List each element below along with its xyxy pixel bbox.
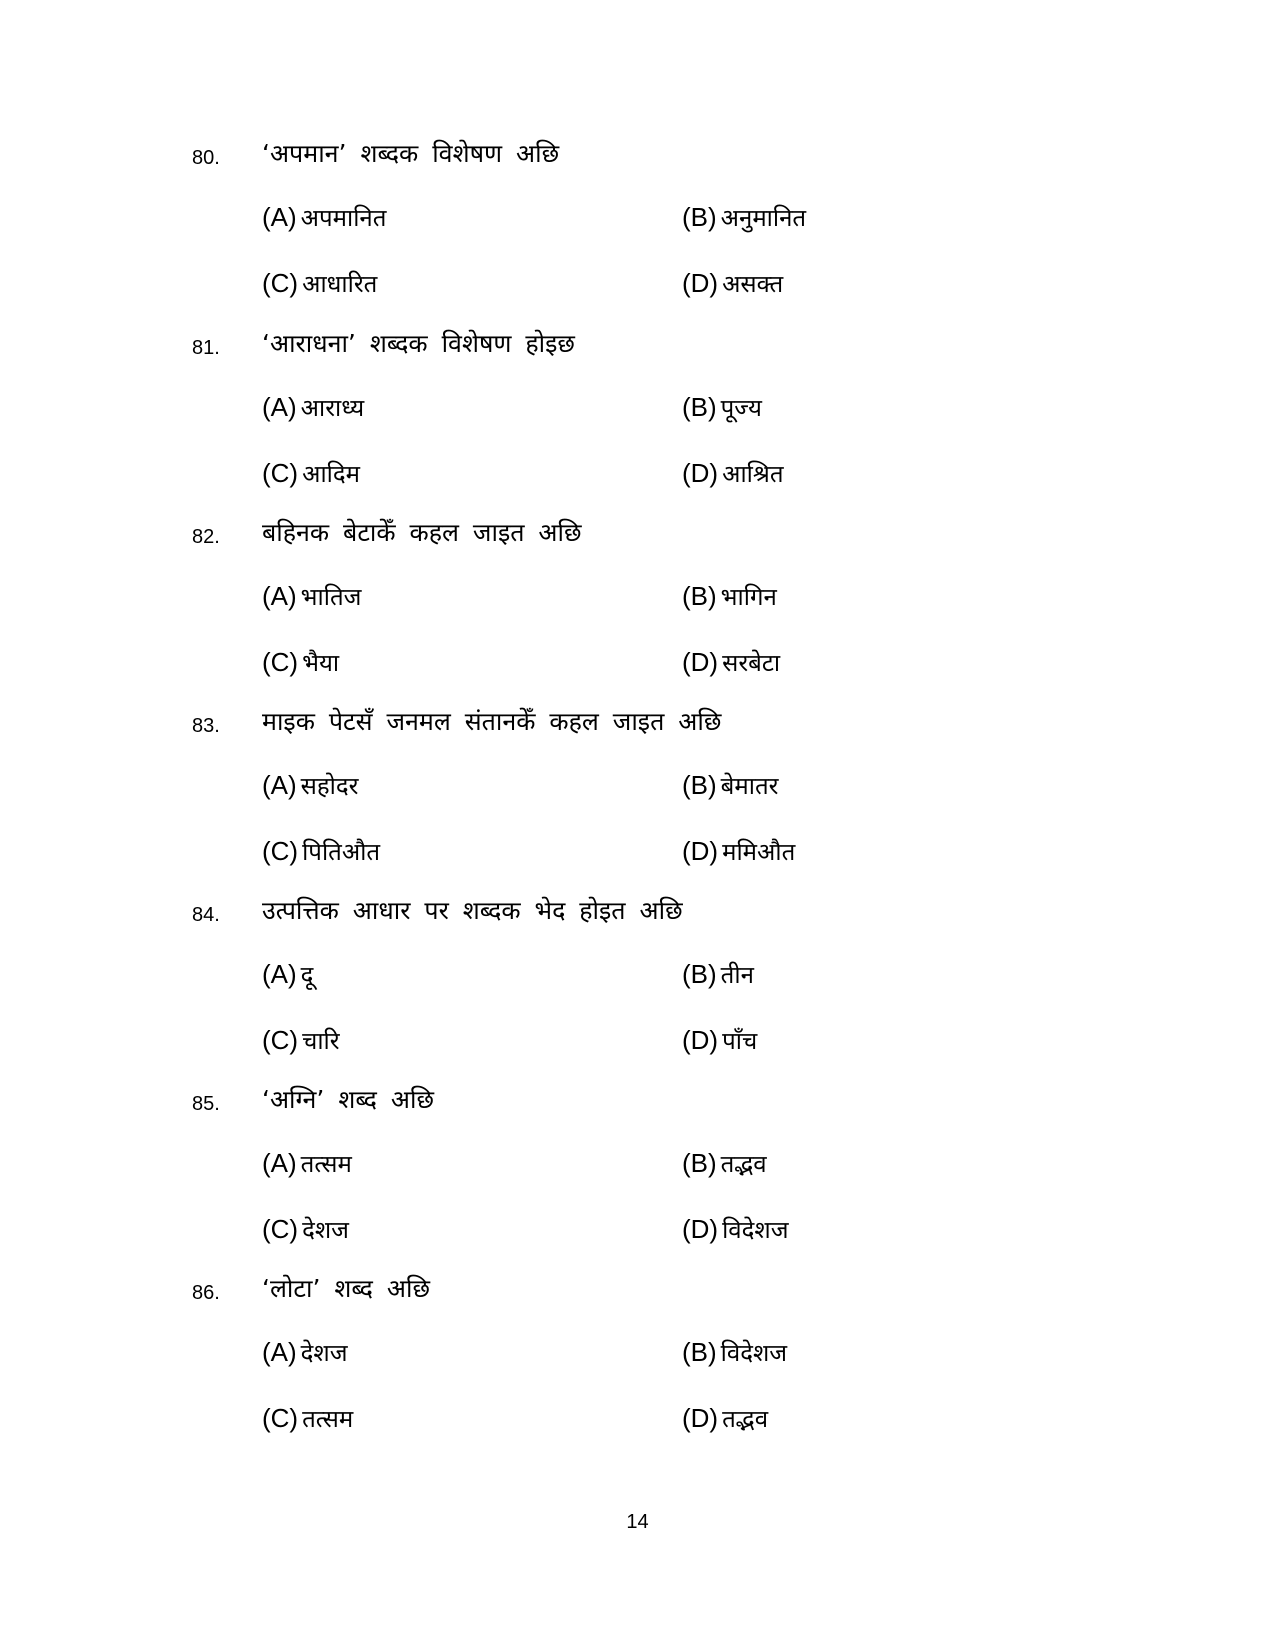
question-line bbox=[0, 1082, 1275, 1122]
option-text: आधारित bbox=[302, 270, 378, 298]
option-text: चारि bbox=[302, 1027, 340, 1055]
option-text: तद्भव bbox=[720, 1150, 767, 1178]
option-a bbox=[262, 198, 386, 238]
option-text: बेमातर bbox=[720, 772, 779, 800]
option-letter: (A) bbox=[262, 1148, 297, 1178]
question-line bbox=[0, 704, 1275, 744]
option-d bbox=[682, 1021, 757, 1061]
option-text: असक्त bbox=[722, 270, 784, 298]
option-letter: (D) bbox=[682, 1025, 719, 1055]
question-85 bbox=[0, 1082, 1275, 1272]
option-a bbox=[262, 388, 364, 428]
option-letter: (A) bbox=[262, 959, 297, 989]
option-d bbox=[682, 832, 795, 872]
option-b bbox=[682, 1333, 787, 1373]
option-d bbox=[682, 264, 783, 304]
option-text: भातिज bbox=[300, 583, 362, 611]
question-number: 84. bbox=[192, 904, 220, 926]
question-line bbox=[0, 326, 1275, 366]
option-b bbox=[682, 1144, 767, 1184]
option-text: आश्रित bbox=[722, 460, 784, 488]
option-text: अपमानित bbox=[300, 204, 387, 232]
question-text: उत्पत्तिक आधार पर शब्दक भेद होइत अछि bbox=[262, 896, 683, 925]
option-letter: (A) bbox=[262, 770, 297, 800]
option-text: दू bbox=[300, 961, 314, 989]
option-text: आदिम bbox=[302, 460, 360, 488]
option-text: आराध्य bbox=[300, 394, 365, 422]
question-number: 83. bbox=[192, 715, 220, 737]
option-letter: (C) bbox=[262, 268, 299, 298]
option-letter: (C) bbox=[262, 836, 299, 866]
option-text: पितिऔत bbox=[302, 838, 381, 866]
option-letter: (B) bbox=[682, 581, 717, 611]
question-line bbox=[0, 1271, 1275, 1311]
question-text: ‘लोटा’ शब्द अछि bbox=[262, 1274, 430, 1303]
option-text: विदेशज bbox=[722, 1216, 789, 1244]
question-text: बहिनक बेटाकेँ कहल जाइत अछि bbox=[262, 518, 582, 547]
option-letter: (D) bbox=[682, 1403, 719, 1433]
option-letter: (C) bbox=[262, 458, 299, 488]
question-text: ‘आराधना’ शब्दक विशेषण होइछ bbox=[262, 329, 575, 358]
option-letter: (A) bbox=[262, 581, 297, 611]
option-b bbox=[682, 766, 778, 806]
question-number: 86. bbox=[192, 1282, 220, 1304]
option-d bbox=[682, 454, 784, 494]
option-b bbox=[682, 955, 754, 995]
option-letter: (A) bbox=[262, 392, 297, 422]
option-letter: (C) bbox=[262, 1214, 299, 1244]
option-text: पाँच bbox=[722, 1027, 758, 1055]
option-letter: (B) bbox=[682, 959, 717, 989]
question-text: माइक पेटसँ जनमल संतानकेँ कहल जाइत अछि bbox=[262, 707, 722, 736]
question-line bbox=[0, 893, 1275, 933]
option-letter: (B) bbox=[682, 392, 717, 422]
option-text: तत्सम bbox=[302, 1405, 354, 1433]
option-text: तत्सम bbox=[300, 1150, 352, 1178]
option-text: भागिन bbox=[720, 583, 777, 611]
option-d bbox=[682, 1210, 789, 1250]
question-81 bbox=[0, 326, 1275, 516]
question-83 bbox=[0, 704, 1275, 894]
question-86 bbox=[0, 1271, 1275, 1461]
option-text: देशज bbox=[300, 1339, 348, 1367]
option-d bbox=[682, 1399, 768, 1439]
option-a bbox=[262, 1333, 348, 1373]
question-80 bbox=[0, 136, 1275, 326]
option-c bbox=[262, 832, 380, 872]
option-text: विदेशज bbox=[720, 1339, 788, 1367]
option-c bbox=[262, 264, 377, 304]
option-b bbox=[682, 198, 806, 238]
option-letter: (C) bbox=[262, 1025, 299, 1055]
question-number: 82. bbox=[192, 526, 220, 548]
question-84 bbox=[0, 893, 1275, 1083]
option-letter: (B) bbox=[682, 770, 717, 800]
option-text: सरबेटा bbox=[722, 649, 781, 677]
option-letter: (B) bbox=[682, 1148, 717, 1178]
option-letter: (D) bbox=[682, 1214, 719, 1244]
option-a bbox=[262, 955, 313, 995]
option-a bbox=[262, 577, 361, 617]
option-text: तीन bbox=[720, 961, 754, 989]
option-d bbox=[682, 643, 780, 683]
option-b bbox=[682, 388, 762, 428]
option-c bbox=[262, 1399, 353, 1439]
question-text: ‘अग्नि’ शब्द अछि bbox=[262, 1085, 434, 1114]
option-letter: (D) bbox=[682, 836, 719, 866]
option-text: सहोदर bbox=[300, 772, 359, 800]
option-letter: (B) bbox=[682, 202, 717, 232]
option-text: तद्भव bbox=[722, 1405, 769, 1433]
option-letter: (D) bbox=[682, 268, 719, 298]
question-82 bbox=[0, 515, 1275, 705]
option-text: देशज bbox=[302, 1216, 349, 1244]
option-letter: (A) bbox=[262, 202, 297, 232]
option-text: पूज्य bbox=[720, 394, 762, 422]
question-number: 85. bbox=[192, 1093, 220, 1115]
option-letter: (A) bbox=[262, 1337, 297, 1367]
question-line bbox=[0, 136, 1275, 176]
question-number: 81. bbox=[192, 337, 220, 359]
question-line bbox=[0, 515, 1275, 555]
option-letter: (C) bbox=[262, 647, 299, 677]
option-letter: (D) bbox=[682, 647, 719, 677]
option-text: भैया bbox=[302, 649, 340, 677]
page-number: 14 bbox=[626, 1511, 649, 1533]
question-text: ‘अपमान’ शब्दक विशेषण अछि bbox=[262, 139, 560, 168]
option-c bbox=[262, 1210, 349, 1250]
option-c bbox=[262, 454, 360, 494]
option-text: अनुमानित bbox=[720, 204, 807, 232]
option-text: ममिऔत bbox=[722, 838, 796, 866]
question-number: 80. bbox=[192, 147, 220, 169]
option-letter: (B) bbox=[682, 1337, 717, 1367]
option-letter: (D) bbox=[682, 458, 719, 488]
option-c bbox=[262, 643, 339, 683]
option-letter: (C) bbox=[262, 1403, 299, 1433]
option-b bbox=[682, 577, 777, 617]
option-a bbox=[262, 1144, 352, 1184]
option-c bbox=[262, 1021, 340, 1061]
option-a bbox=[262, 766, 358, 806]
